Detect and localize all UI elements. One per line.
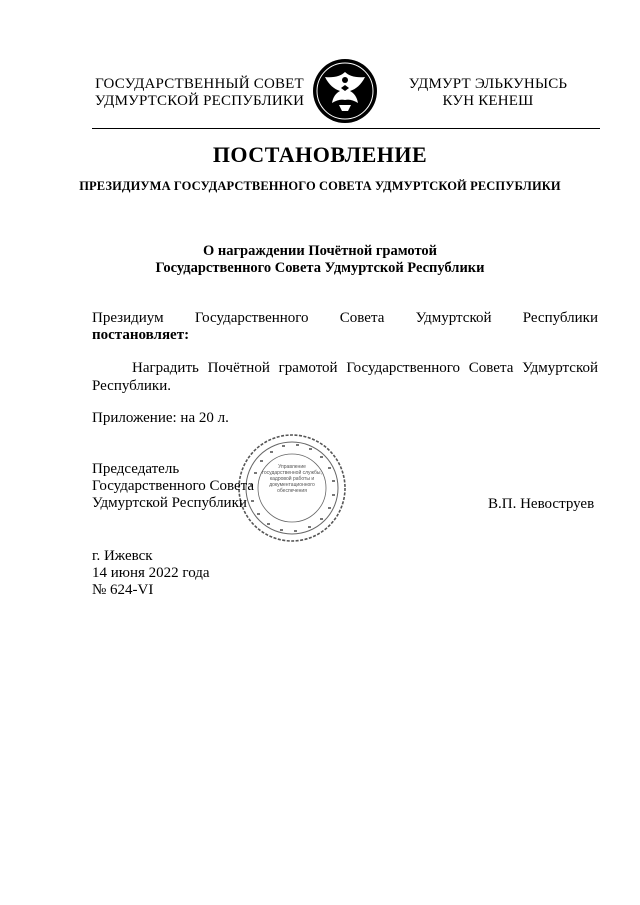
header-left-line1: ГОСУДАРСТВЕННЫЙ СОВЕТ: [95, 76, 304, 92]
header-left: [92, 76, 307, 110]
footer-number: № 624-VI: [92, 582, 154, 598]
header-right-line2: КУН КЕНЕШ: [442, 93, 534, 109]
signatory-name: В.П. Невоструев: [488, 496, 595, 512]
footer-city: г. Ижевск: [92, 548, 153, 564]
header-right-line1: УДМУРТ ЭЛЬКУНЫСЬ: [408, 76, 568, 92]
attachment-note: Приложение: на 20 л.: [92, 410, 229, 426]
stamp-text: Управление государственной службы, кадровой работы и документационного обеспечения: [262, 464, 322, 494]
body-paragraph-2: Наградить Почётной грамотой Государственного Совета Удмуртской Республики.: [92, 360, 598, 394]
signatory-role-line1: Председатель: [92, 461, 180, 477]
subject-line2: Государственного Совета Удмуртской Республики: [155, 260, 485, 276]
header-right: [398, 76, 578, 110]
header-divider: [92, 128, 600, 129]
signatory-role-line2: Государственного Совета: [92, 478, 255, 494]
document-title: ПОСТАНОВЛЕНИЕ: [212, 142, 428, 167]
document-footer: [92, 548, 210, 599]
signatory-role-line3: Удмуртской Республики: [92, 495, 247, 511]
footer-date: 14 июня 2022 года: [92, 565, 210, 581]
document-subject: [0, 243, 640, 277]
udmurt-coat-of-arms-icon: [312, 58, 378, 124]
body-paragraph-1-bold: постановляет:: [92, 327, 190, 343]
body-paragraph-1: Президиум Государственного Совета Удмуртской Республики: [92, 310, 598, 326]
subject-line1: О награждении Почётной грамотой: [202, 243, 438, 259]
signatory-role: [92, 461, 254, 512]
header-left-line2: УДМУРТСКОЙ РЕСПУБЛИКИ: [94, 93, 305, 109]
document-subtitle: ПРЕЗИДИУМА ГОСУДАРСТВЕННОГО СОВЕТА УДМУРТСКОЙ РЕСПУБЛИКИ: [79, 179, 561, 193]
